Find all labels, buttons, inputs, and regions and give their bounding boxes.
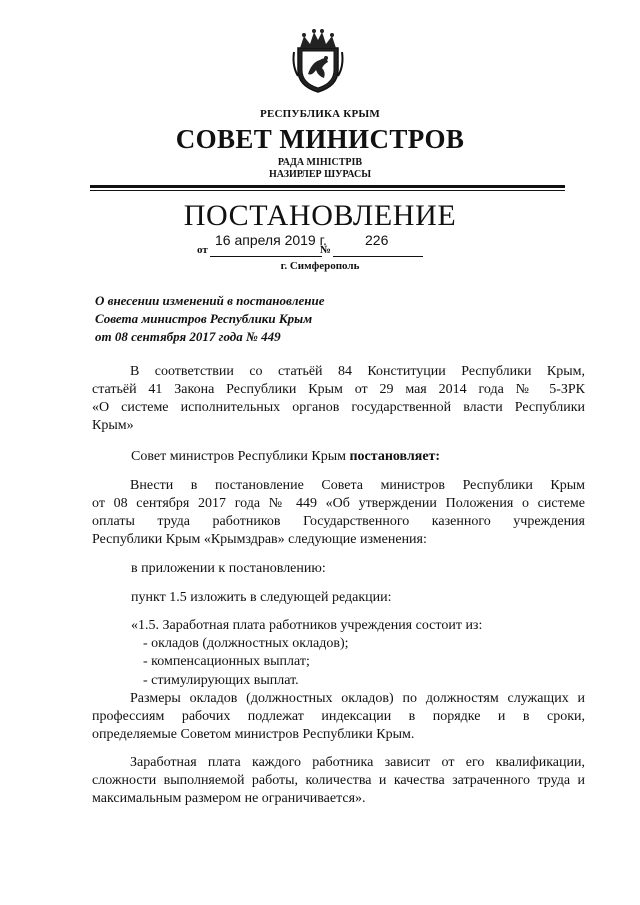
document-subject xyxy=(95,292,324,346)
text-line: «О системе исполнительных органов государственной власти Республики xyxy=(92,400,585,415)
subject-line: О внесении изменений в постановление xyxy=(95,293,325,308)
amendment-paragraph xyxy=(92,477,585,549)
appendix-paragraph: в приложении к постановлению: xyxy=(131,561,326,576)
clause-paragraph: пункт 1.5 изложить в следующей редакции: xyxy=(131,590,392,605)
text-line: Республики Крым «Крымздрав» следующие изменения: xyxy=(92,532,427,547)
header-divider-thick xyxy=(90,185,565,188)
resolution-text: Совет министров Республики Крым xyxy=(131,449,350,464)
council-title: СОВЕТ МИНИСТРОВ xyxy=(175,124,465,154)
crimea-coat-of-arms-emblem xyxy=(290,26,346,96)
resolution-paragraph xyxy=(131,448,440,466)
clause-1-5-intro: «1.5. Заработная плата работников учреждения состоит из: xyxy=(131,618,483,633)
salary-dependence-paragraph xyxy=(92,754,585,808)
handwritten-number: 226 xyxy=(365,232,389,248)
text-line: статьёй 41 Закона Республики Крым от 29 мая 2014 года № 5-ЗРК xyxy=(92,382,585,397)
number-label: № xyxy=(320,244,332,256)
list-item: - компенсационных выплат; xyxy=(143,654,310,669)
text-line: оплаты труда работников Государственного казенного учреждения xyxy=(92,514,585,529)
text-line: Размеры окладов (должностных окладов) по должностям служащих и xyxy=(130,691,585,706)
list-item: - окладов (должностных окладов); xyxy=(143,636,349,651)
subject-line: от 08 сентября 2017 года № 449 xyxy=(95,329,281,344)
date-underline xyxy=(210,256,322,257)
text-line: сложности выполняемой работы, количества и качества затраченного труда и xyxy=(92,773,585,788)
text-line: профессиям рабочих подлежат индексации в порядке и в сроки, xyxy=(92,709,585,724)
document-type-title: ПОСТАНОВЛЕНИЕ xyxy=(183,199,457,232)
resolution-verb: постановляет: xyxy=(349,449,441,464)
text-line: Крым» xyxy=(92,418,134,433)
council-title-tatar: НАЗИРЛЕР ШУРАСЫ xyxy=(268,169,372,180)
number-underline xyxy=(333,256,423,257)
city-label: г. Симферополь xyxy=(280,260,360,272)
salary-indexation-paragraph xyxy=(92,690,585,744)
preamble-paragraph xyxy=(92,363,585,435)
date-label: от xyxy=(197,244,208,256)
header-divider-thin xyxy=(90,190,565,191)
text-line: определяемые Советом министров Республики Крым. xyxy=(92,727,415,742)
republic-title: РЕСПУБЛИКА КРЫМ xyxy=(260,108,380,120)
text-line: максимальным размером не ограничивается». xyxy=(92,791,366,806)
text-line: от 08 сентября 2017 года № 449 «Об утверждении Положения о системе xyxy=(92,496,585,511)
list-item: - стимулирующих выплат. xyxy=(143,673,299,688)
subject-line: Совета министров Республики Крым xyxy=(95,311,313,326)
text-line: В соответствии со статьёй 84 Конституции Республики Крым, xyxy=(130,364,585,379)
text-line: Внести в постановление Совета министров Республики Крым xyxy=(130,478,585,493)
text-line: Заработная плата каждого работника зависит от его квалификации, xyxy=(130,755,585,770)
council-title-ukrainian: РАДА МІНІСТРІВ xyxy=(277,157,363,168)
handwritten-date: 16 апреля 2019 г. xyxy=(215,232,327,248)
